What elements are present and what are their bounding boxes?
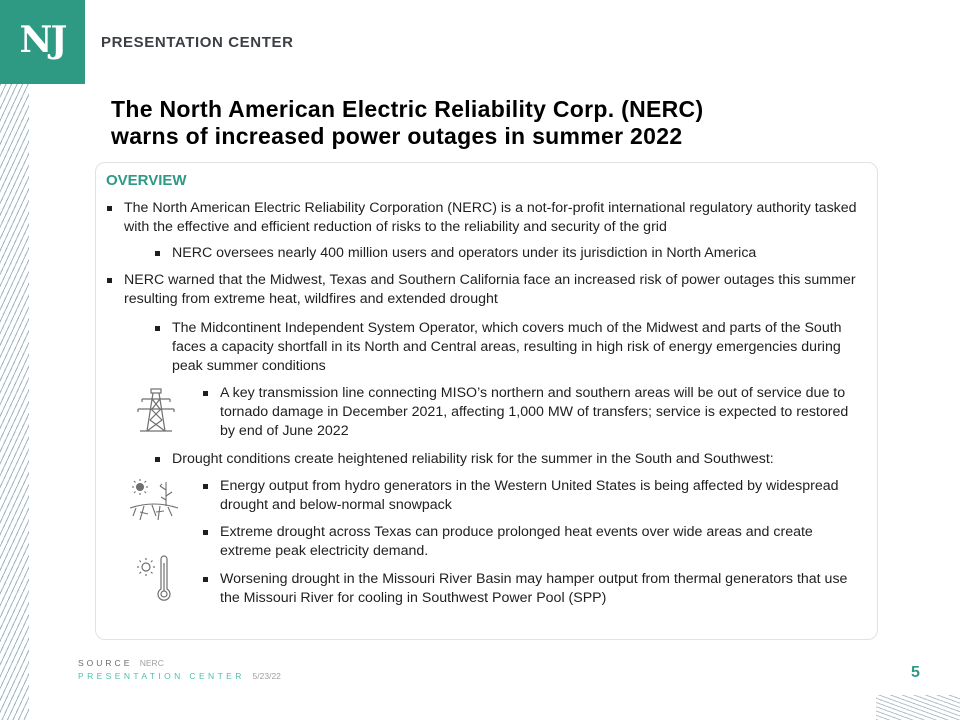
bullet-marker [155, 457, 160, 462]
org-label: PRESENTATION CENTER [78, 671, 245, 681]
source-value: NERC [139, 658, 164, 668]
bullet-level2 [172, 319, 862, 376]
drought-icon [128, 478, 180, 524]
title-line-1: The North American Electric Reliability Corp. (NERC) [111, 96, 704, 122]
bullet-level3 [220, 570, 860, 608]
bullet-marker [203, 391, 208, 396]
page-number: 5 [911, 664, 920, 681]
bullet-marker [107, 206, 112, 211]
bullet-text: NERC warned that the Midwest, Texas and Southern California face an increased risk of power outages this summer resulting from extreme heat, wildfires and extended drought [124, 272, 856, 307]
bullet-text: Worsening drought in the Missouri River Basin may hamper output from thermal generators that use the Missouri River for cooling in Southwest Power Pool (SPP) [220, 571, 848, 606]
transmission-tower-icon [134, 385, 178, 433]
source-label: SOURCE [78, 658, 133, 668]
bullet-level2 [172, 244, 862, 263]
bullet-text: Extreme drought across Texas can produce prolonged heat events over wide areas and create extreme peak electricity demand. [220, 524, 813, 559]
decorative-hatch-bottom-right [876, 695, 960, 720]
footer-date: 5/23/22 [252, 671, 281, 681]
bullet-marker [107, 278, 112, 283]
bullet-text: Energy output from hydro generators in the Western United States is being affected by widespread drought and below-normal snowpack [220, 478, 839, 513]
decorative-hatch-left [0, 84, 29, 720]
bullet-level2 [172, 450, 862, 469]
bullet-level1 [124, 271, 864, 309]
title-line-2: warns of increased power outages in summer 2022 [111, 123, 683, 149]
footer-org [78, 671, 281, 681]
slide-title [111, 96, 871, 150]
footer-source [78, 658, 164, 668]
bullet-text: The North American Electric Reliability Corporation (NERC) is a not-for-profit international regulatory authority tasked with the effective and efficient reduction of risks to the reliability and security of the grid [124, 200, 857, 235]
bullet-text: A key transmission line connecting MISO’s northern and southern areas will be out of service due to tornado damage in December 2021, affecting 1,000 MW of transfers; service is expected to restored by end of June 2022 [220, 385, 849, 439]
bullet-text: NERC oversees nearly 400 million users and operators under its jurisdiction in North America [172, 245, 757, 261]
bullet-level3 [220, 384, 860, 441]
brand-name: PRESENTATION CENTER [101, 34, 294, 51]
section-heading: OVERVIEW [106, 172, 187, 189]
bullet-level3 [220, 523, 860, 561]
bullet-marker [203, 530, 208, 535]
bullet-level3 [220, 477, 860, 515]
logo-text: NJ [19, 19, 66, 61]
bullet-level1 [124, 199, 864, 237]
bullet-marker [155, 326, 160, 331]
bullet-text: Drought conditions create heightened reliability risk for the summer in the South and Southwest: [172, 451, 774, 467]
bullet-text: The Midcontinent Independent System Operator, which covers much of the Midwest and parts of the South faces a capacity shortfall in its North and Central areas, resulting in high risk of energy emergencies during peak summer conditions [172, 320, 842, 374]
bullet-marker [203, 577, 208, 582]
bullet-marker [203, 484, 208, 489]
heat-thermometer-icon [134, 553, 176, 601]
nj-logo [0, 0, 85, 84]
bullet-marker [155, 251, 160, 256]
